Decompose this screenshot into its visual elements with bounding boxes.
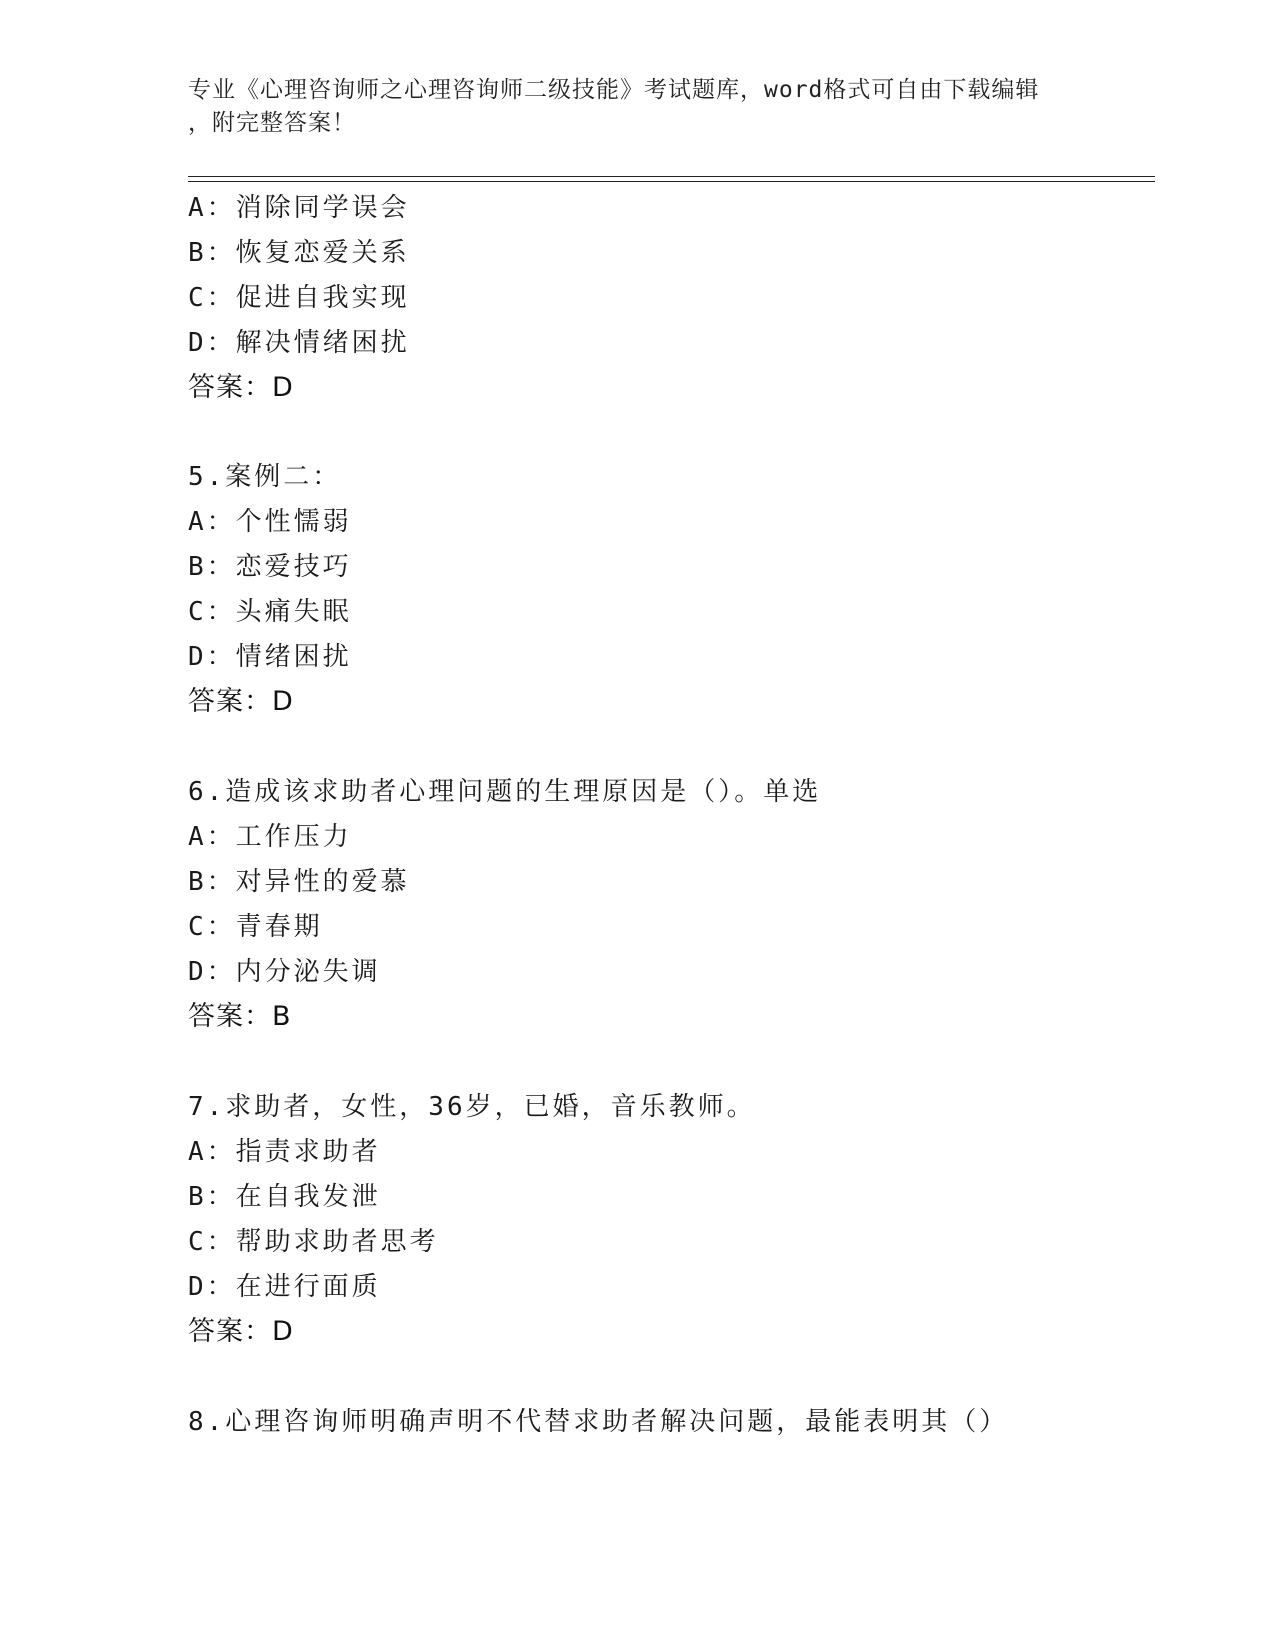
option-d: D：解决情绪困扰 <box>188 328 410 358</box>
option-c: C：头痛失眠 <box>188 597 352 627</box>
answer-label: 答案：D <box>188 686 294 717</box>
option-a: A：工作压力 <box>188 822 352 852</box>
question-stem: 6.造成该求助者心理问题的生理原因是（）。单选 <box>188 777 822 807</box>
option-c: C：青春期 <box>188 912 323 942</box>
question-stem: 8.心理咨询师明确声明不代替求助者解决问题，最能表明其（） <box>188 1407 1009 1437</box>
option-c: C：促进自我实现 <box>188 283 410 313</box>
answer-label: 答案：B <box>188 1001 292 1032</box>
option-b: B：对异性的爱慕 <box>188 867 410 897</box>
header-divider-bottom <box>188 181 1155 182</box>
header-divider-top <box>188 176 1155 177</box>
option-b: B：恋爱技巧 <box>188 552 352 582</box>
option-a: A：个性懦弱 <box>188 507 352 537</box>
option-a: A：指责求助者 <box>188 1137 381 1167</box>
option-a: A：消除同学误会 <box>188 193 410 223</box>
option-d: D：内分泌失调 <box>188 957 381 987</box>
option-c: C：帮助求助者思考 <box>188 1227 439 1257</box>
question-stem: 7.求助者，女性，36岁，已婚，音乐教师。 <box>188 1092 756 1122</box>
option-d: D：在进行面质 <box>188 1272 381 1302</box>
answer-label: 答案：D <box>188 372 294 403</box>
option-b: B：在自我发泄 <box>188 1182 381 1212</box>
document-header <box>188 74 1088 140</box>
header-line-2: ，附完整答案！ <box>188 110 356 136</box>
option-d: D：情绪困扰 <box>188 642 352 672</box>
option-b: B：恢复恋爱关系 <box>188 238 410 268</box>
header-line-1: 专业《心理咨询师之心理咨询师二级技能》考试题库，word格式可自由下载编辑 <box>188 77 1040 103</box>
answer-label: 答案：D <box>188 1316 294 1347</box>
question-stem: 5.案例二： <box>188 462 342 492</box>
